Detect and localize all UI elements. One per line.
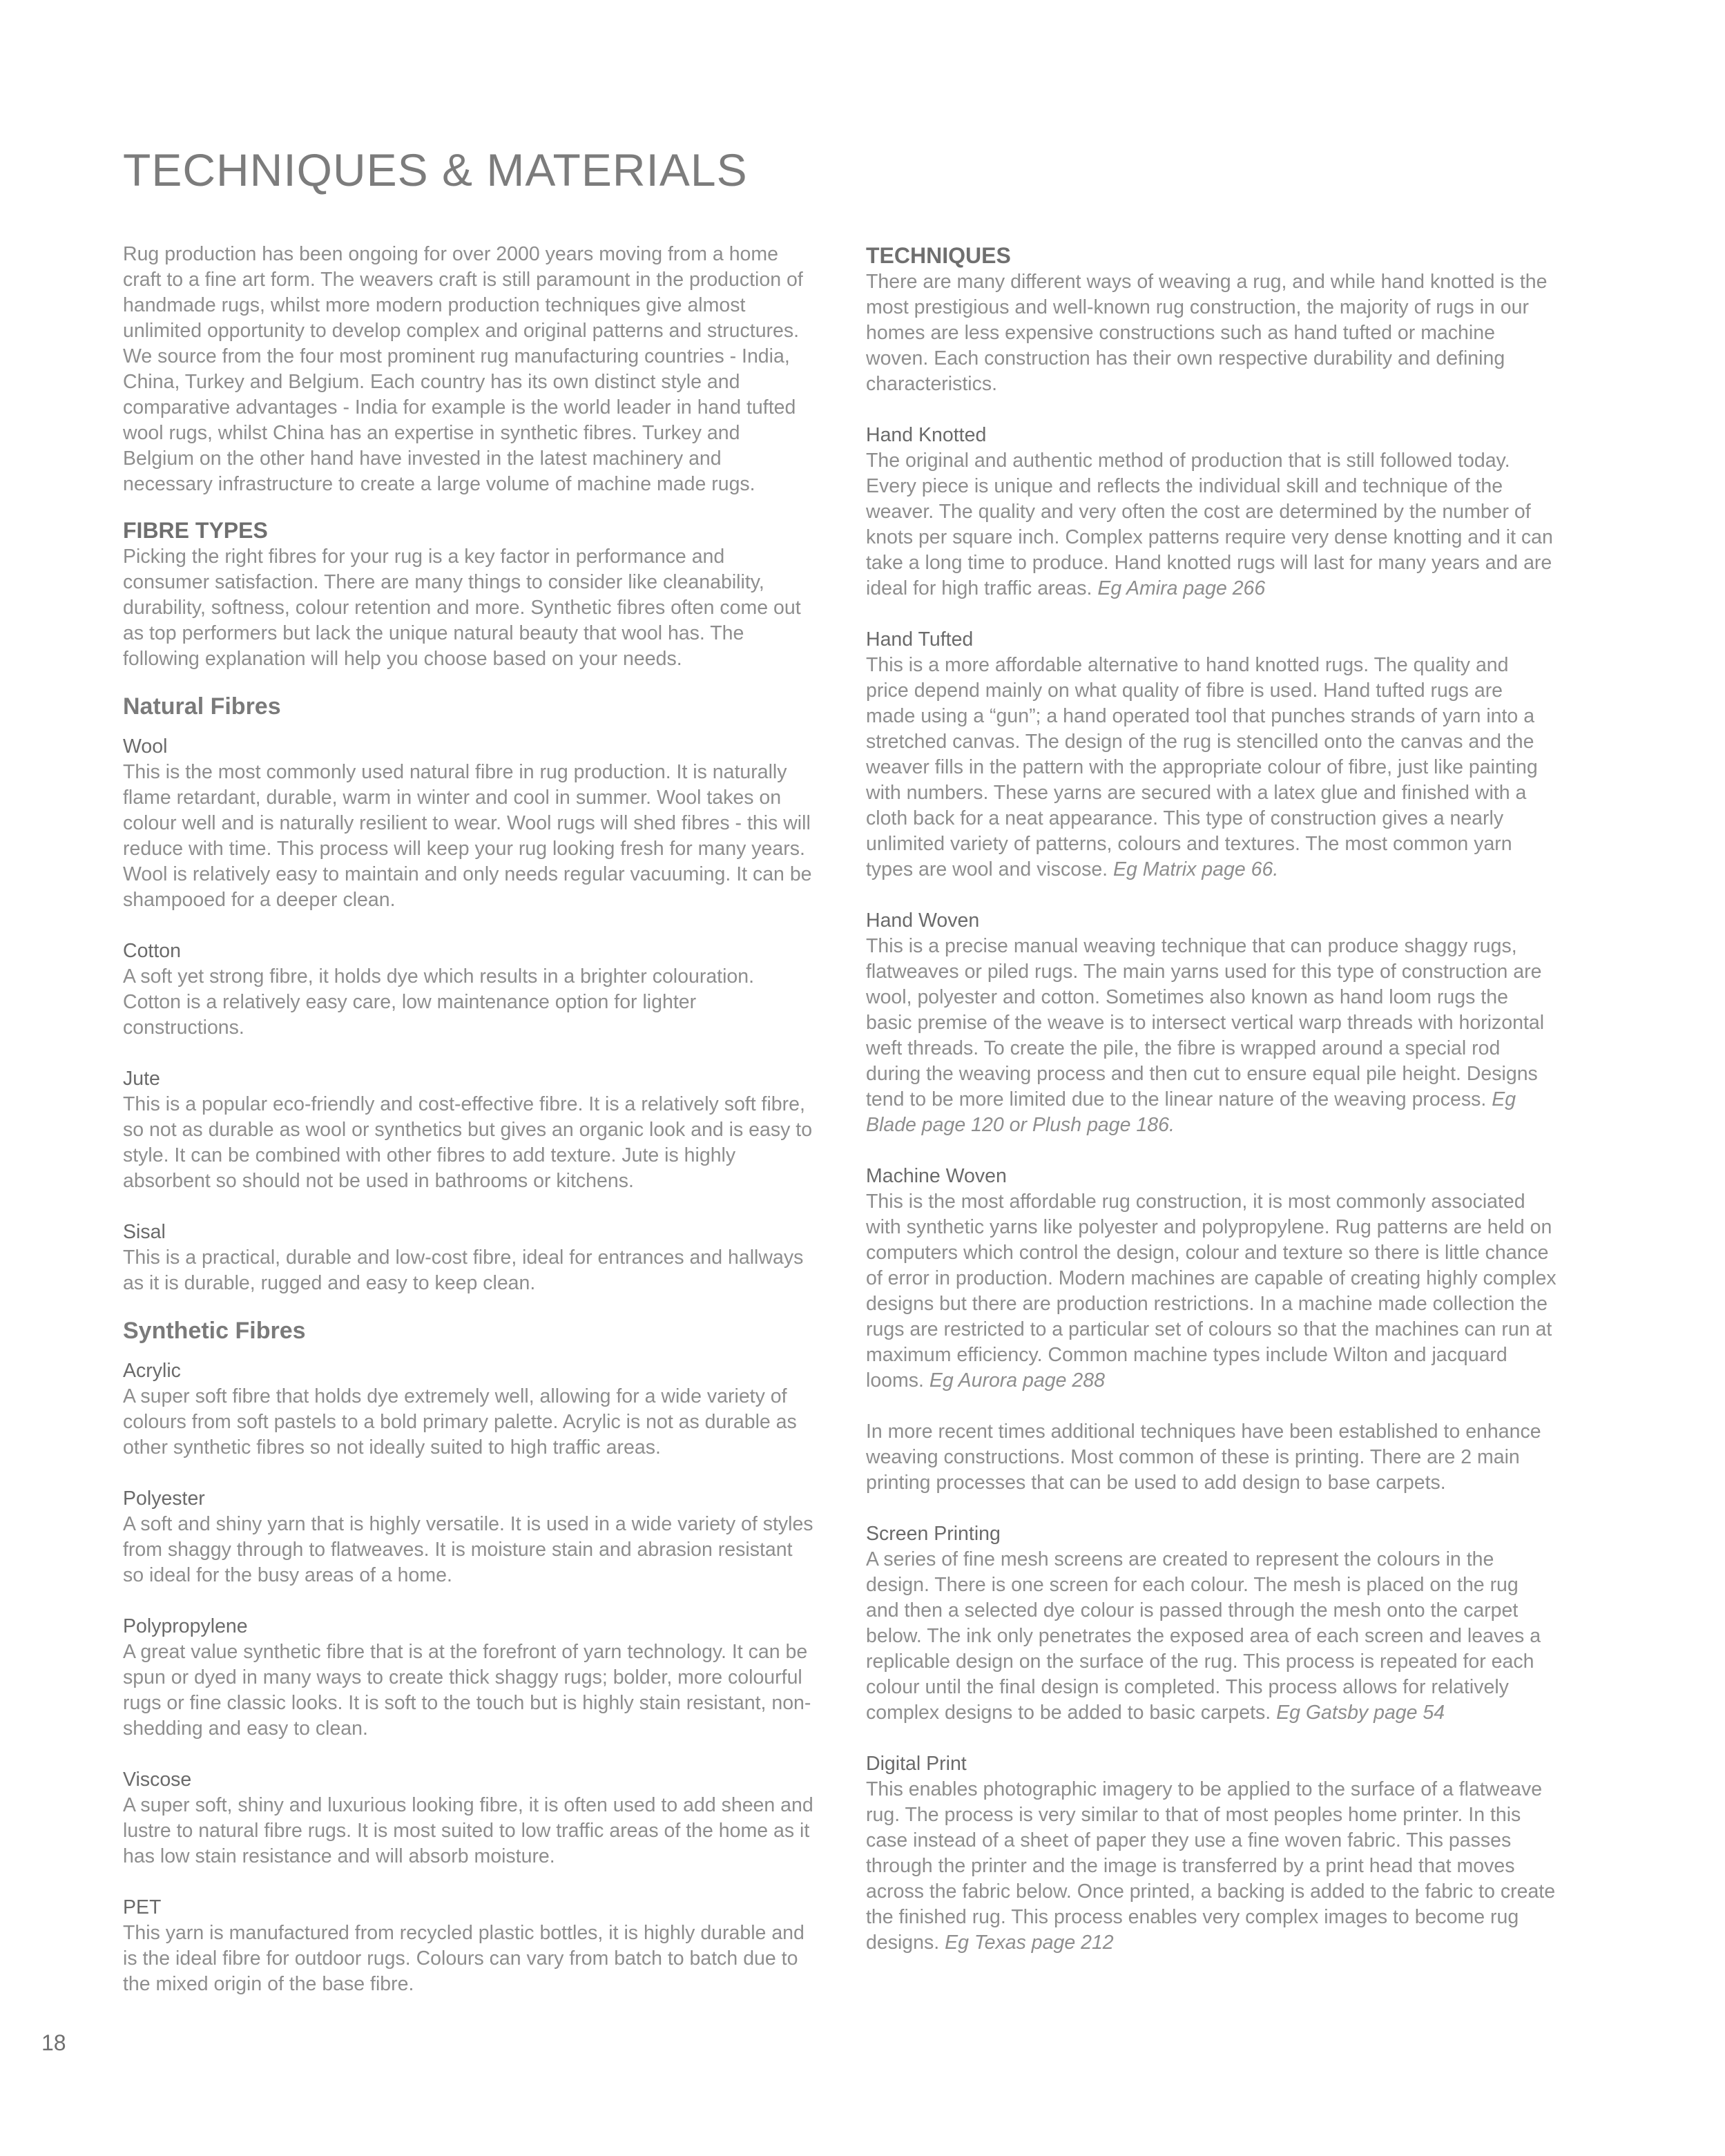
- hand-woven-body: This is a precise manual weaving technique that can produce shaggy rugs, flatweaves or piled rugs. The main yarns used for this type of construction are wool, polyester and cotton. Sometimes also known as hand loom rugs the basic premise of the weave is to intersect vertical warp threads with horizontal weft threads. To create the pile, the fibre is wrapped around a special rod during the weaving process and then cut to ensure equal pile height. Designs tend to be more limited due to the linear nature of the weaving process.: [866, 935, 1545, 1110]
- hand-tufted-body: This is a more affordable alternative to hand knotted rugs. The quality and price depend mainly on what quality of fibre is used. Hand tufted rugs are made using a “gun”; a hand operated tool that punches strands of yarn into a stretched canvas. The design of the rug is stencilled onto the canvas and the weaver fills in the pattern with the appropriate colour of fibre, just like painting with numbers. These yarns are secured with a latex glue and finished with a cloth back for a neat appearance. This type of construction gives a nearly unlimited variety of patterns, colours and textures. The most common yarn types are wool and viscose.: [866, 654, 1538, 880]
- machine-woven-text: [866, 1189, 1557, 1394]
- viscose-title: Viscose: [123, 1769, 192, 1791]
- acrylic-text: A super soft fibre that holds dye extremely well, allowing for a wide variety of colours from soft pastels to a bold primary palette. Acrylic is not as durable as other synthetic fibres so not ideally suited to high traffic areas.: [123, 1385, 797, 1459]
- polyester-text: A soft and shiny yarn that is highly versatile. It is used in a wide variety of styles from shaggy through to flatweaves. It is moisture stain and abrasion resistant so ideal for the busy areas of a home.: [123, 1513, 813, 1586]
- hand-tufted-title: Hand Tufted: [866, 628, 974, 651]
- hand-woven-title: Hand Woven: [866, 909, 980, 932]
- hand-woven-example: Eg Blade page 120 or Plush page 186.: [866, 1088, 1516, 1136]
- screen-printing-body: A series of fine mesh screens are created to represent the colours in the design. There is one screen for each colour. The mesh is placed on the rug and then a selected dye colour is passed through the mesh onto the carpet below. The ink only penetrates the exposed area of each screen and leaves a replicable design on the surface of the rug. This process is repeated for each colour until the final design is completed. This process allows for relatively complex designs to be added to basic carpets.: [866, 1548, 1541, 1724]
- page-number: 18: [41, 2030, 66, 2055]
- sisal-text: This is a practical, durable and low-cost fibre, ideal for entrances and hallways as it is durable, rugged and easy to keep clean.: [123, 1247, 804, 1294]
- pet-text: This yarn is manufactured from recycled plastic bottles, it is highly durable and is the ideal fibre for outdoor rugs. Colours can vary from batch to batch due to the mixed origin of the base fibre.: [123, 1922, 804, 1995]
- cotton-text: A soft yet strong fibre, it holds dye which results in a brighter colouration. Cotton is a relatively easy care, low maintenance option for lighter constructions.: [123, 965, 755, 1039]
- machine-woven-body: This is the most affordable rug construction, it is most commonly associated with synthetic yarns like polyester and polypropylene. Rug patterns are held on computers which control the design, colour and texture so there is little chance of error in production. Modern machines are capable of creating highly complex designs but there are production restrictions. In a machine made collection the rugs are restricted to a particular set of colours so that the machines can run at maximum efficiency. Common machine types include Wilton and jacquard looms.: [866, 1191, 1557, 1392]
- printing-intro-text: In more recent times additional techniques have been established to enhance weaving constructions. Most common of these is printing. There are 2 main printing processes that can be used to add design to base carpets.: [866, 1421, 1541, 1494]
- hand-knotted-title: Hand Knotted: [866, 424, 987, 446]
- acrylic-title: Acrylic: [123, 1360, 181, 1382]
- natural-fibres-heading: Natural Fibres: [123, 693, 281, 720]
- wool-text: This is the most commonly used natural fibre in rug production. It is naturally flame retardant, durable, warm in winter and cool in summer. Wool takes on colour well and is naturally resilient to wear. Wool rugs will shed fibres - this will reduce with time. This process will keep your rug looking fresh for many years. Wool is relatively easy to maintain and only needs regular vacuuming. It can be shampooed for a deeper clean.: [123, 761, 812, 911]
- intro-paragraph-2: We source from the four most prominent rug manufacturing countries - India, China, Turkey and Belgium. Each country has its own distinct style and comparative advantages - India for example is the world leader in hand tufted wool rugs, whilst China has an expertise in synthetic fibres. Turkey and Belgium on the other hand have invested in the latest machinery and necessary infrastructure to create a large volume of machine made rugs.: [123, 345, 796, 495]
- screen-printing-example: Eg Gatsby page 54: [1276, 1702, 1445, 1724]
- techniques-heading: TECHNIQUES: [866, 243, 1011, 268]
- digital-print-text: [866, 1777, 1557, 1956]
- right-column: [866, 242, 1557, 1956]
- intro-paragraph-1: Rug production has been ongoing for over 2000 years moving from a home craft to a fine art form. The weavers craft is still paramount in the production of handmade rugs, whilst more modern production techniques give almost unlimited opportunity to develop complex and original patterns and structures.: [123, 243, 803, 342]
- viscose-text: A super soft, shiny and luxurious looking fibre, it is often used to add sheen and lustre to natural fibre rugs. It is most suited to low traffic areas of the home as it has low stain resistance and will absorb moisture.: [123, 1794, 813, 1867]
- machine-woven-example: Eg Aurora page 288: [929, 1369, 1105, 1392]
- screen-printing-title: Screen Printing: [866, 1523, 1001, 1545]
- hand-knotted-example: Eg Amira page 266: [1097, 577, 1266, 599]
- jute-title: Jute: [123, 1068, 160, 1090]
- page-title: TECHNIQUES & MATERIALS: [123, 144, 748, 195]
- left-column: [123, 242, 813, 1997]
- hand-knotted-body: The original and authentic method of production that is still followed today. Every piece is unique and reflects the individual skill and technique of the weaver. The quality and very often the cost are determined by the number of knots per square inch. Complex patterns require very dense knotting and it can take a long time to produce. Hand knotted rugs will last for many years and are ideal for high traffic areas.: [866, 450, 1553, 599]
- digital-print-example: Eg Texas page 212: [945, 1932, 1114, 1954]
- polypropylene-text: A great value synthetic fibre that is at the forefront of yarn technology. It can be spun or dyed in many ways to create thick shaggy rugs; bolder, more colourful rugs or fine classic looks. It is soft to the touch but is highly stain resistant, non-shedding and easy to clean.: [123, 1641, 811, 1740]
- pet-title: PET: [123, 1896, 162, 1918]
- hand-tufted-example: Eg Matrix page 66.: [1113, 858, 1279, 880]
- digital-print-title: Digital Print: [866, 1753, 967, 1775]
- techniques-text: There are many different ways of weaving a rug, and while hand knotted is the most prestigious and well-known rug construction, the majority of rugs in our homes are less expensive constructions such as hand tufted or machine woven. Each construction has their own respective durability and defining characteristics.: [866, 271, 1548, 395]
- wool-title: Wool: [123, 735, 168, 758]
- hand-tufted-text: [866, 653, 1557, 883]
- hand-woven-text: [866, 934, 1557, 1138]
- fibre-types-heading: FIBRE TYPES: [123, 518, 268, 543]
- cotton-title: Cotton: [123, 940, 181, 962]
- sisal-title: Sisal: [123, 1221, 166, 1243]
- screen-printing-text: [866, 1547, 1557, 1726]
- polyester-title: Polyester: [123, 1488, 205, 1510]
- jute-text: This is a popular eco-friendly and cost-effective fibre. It is a relatively soft fibre, so not as durable as wool or synthetics but gives an organic look and is easy to style. It can be combined with other fibres to add texture. Jute is highly absorbent so should not be used in bathrooms or kitchens.: [123, 1093, 813, 1192]
- digital-print-body: This enables photographic imagery to be applied to the surface of a flatweave rug. The process is very similar to that of most peoples home printer. In this case instead of a sheet of paper they use a fine woven fabric. This passes through the printer and the image is transferred by a print head that moves across the fabric below. Once printed, a backing is added to the fabric to create the finished rug. This process enables very complex images to become rug designs.: [866, 1778, 1556, 1954]
- hand-knotted-text: [866, 448, 1557, 601]
- machine-woven-title: Machine Woven: [866, 1165, 1007, 1187]
- synthetic-fibres-heading: Synthetic Fibres: [123, 1318, 306, 1344]
- polypropylene-title: Polypropylene: [123, 1615, 248, 1637]
- fibre-types-text: Picking the right fibres for your rug is a key factor in performance and consumer satisfaction. There are many things to consider like cleanability, durability, softness, colour retention and more. Synthetic fibres often come out as top performers but lack the unique natural beauty that wool has. The following explanation will help you choose based on your needs.: [123, 546, 801, 670]
